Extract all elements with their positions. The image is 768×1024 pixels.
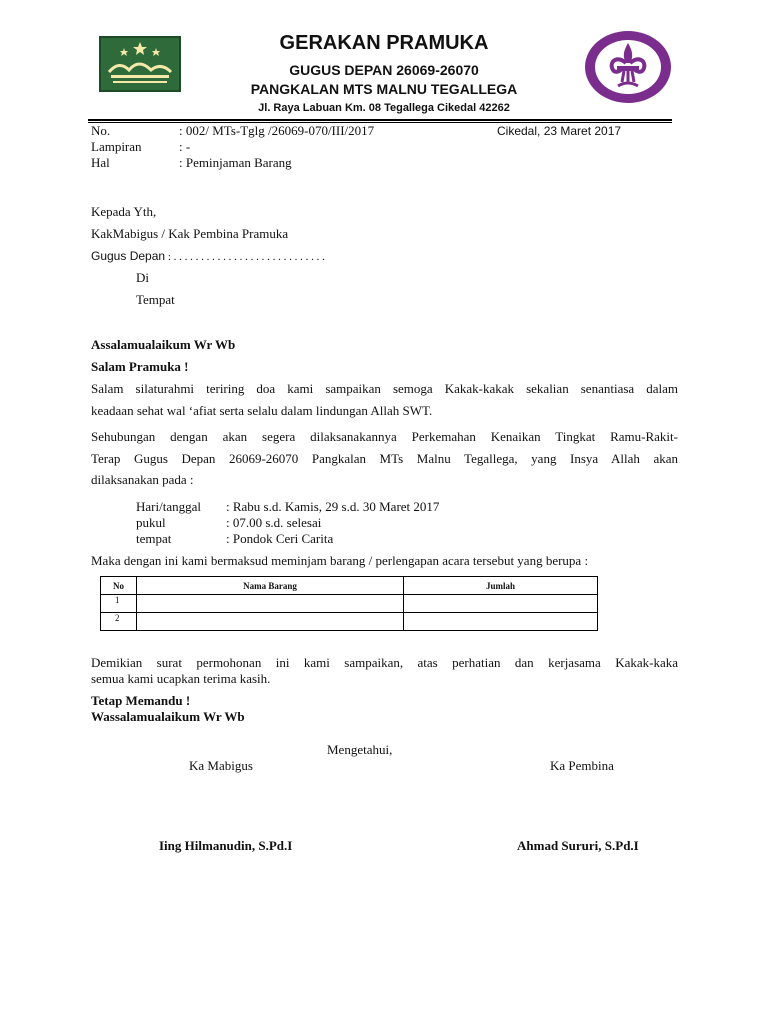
no-value: : 002/ MTs-Tglg /26069-070/III/2017 bbox=[179, 123, 375, 138]
para2-line2: Terap Gugus Depan 26069-26070 Pangkalan MTs Malnu Tegallega, yang Insya Allah akan bbox=[91, 451, 678, 466]
para3: Maka dengan ini kami bermaksud meminjam barang / perlengapan acara tersebut yang berupa : bbox=[91, 553, 589, 568]
left-signer-title: Ka Mabigus bbox=[189, 758, 253, 773]
recipient-line1: Kepada Yth, bbox=[91, 204, 157, 219]
table-row bbox=[101, 595, 598, 613]
place-date: Cikedal, 23 Maret 2017 bbox=[497, 124, 622, 138]
para4-line2: semua kami ucapkan terima kasih. bbox=[91, 671, 271, 686]
para1-line1: Salam silaturahmi teriring doa kami sampaikan semoga Kakak-kakak sekalian senantiasa dalam bbox=[91, 381, 678, 396]
lampiran-value: : - bbox=[179, 139, 191, 154]
para1-line2: keadaan sehat wal ‘afiat serta selalu dalam lindungan Allah SWT. bbox=[91, 403, 433, 418]
hal-value: : Peminjaman Barang bbox=[179, 155, 292, 170]
recipient-di: Di bbox=[136, 270, 149, 285]
table-row bbox=[101, 613, 598, 631]
para2-line1: Sehubungan dengan akan segera dilaksanakannya Perkemahan Kenaikan Tingkat Ramu-Rakit- bbox=[91, 429, 678, 444]
lampiran-label: Lampiran bbox=[91, 139, 142, 154]
items-table bbox=[100, 576, 598, 631]
gudep-label: Gugus Depan bbox=[91, 249, 166, 263]
right-signer-title: Ka Pembina bbox=[550, 758, 614, 773]
address: Jl. Raya Labuan Km. 08 Tegallega Cikedal 42262 bbox=[258, 102, 510, 114]
left-signer-name: Iing Hilmanudin, S.Pd.I bbox=[159, 838, 293, 853]
detail-hari-label: Hari/tanggal bbox=[136, 499, 201, 514]
row2-nama bbox=[137, 613, 404, 631]
detail-tempat-label: tempat bbox=[136, 531, 172, 546]
right-signer-name: Ahmad Sururi, S.Pd.I bbox=[517, 838, 639, 853]
row1-nama bbox=[137, 595, 404, 613]
row1-jumlah bbox=[404, 595, 598, 613]
gudep-dots: : . . . . . . . . . . . . . . . . . . . . . . . . . . . . bbox=[165, 251, 325, 263]
org-title: GERAKAN PRAMUKA bbox=[279, 32, 489, 54]
greeting-pramuka: Salam Pramuka ! bbox=[91, 359, 189, 374]
gudep-title: GUGUS DEPAN 26069-26070 bbox=[289, 62, 479, 78]
row2-jumlah bbox=[404, 613, 598, 631]
para2-line3: dilaksanakan pada : bbox=[91, 472, 194, 487]
recipient-line3 bbox=[91, 248, 325, 265]
table-header-row bbox=[101, 577, 598, 595]
recipient-line2: KakMabigus / Kak Pembina Pramuka bbox=[91, 226, 289, 241]
no-label: No. bbox=[91, 123, 111, 138]
closing-tetap-memandu: Tetap Memandu ! bbox=[91, 693, 191, 708]
detail-pukul-label: pukul bbox=[136, 515, 166, 530]
greeting-salam: Assalamualaikum Wr Wb bbox=[91, 337, 236, 352]
closing-wassalam: Wassalamualaikum Wr Wb bbox=[91, 709, 245, 724]
detail-tempat-value: : Pondok Ceri Carita bbox=[226, 531, 334, 546]
pangkalan-title: PANGKALAN MTS MALNU TEGALLEGA bbox=[250, 81, 518, 97]
recipient-tempat: Tempat bbox=[136, 292, 175, 307]
para4-line1: Demikian surat permohonan ini kami sampaikan, atas perhatian dan kerjasama Kakak-kaka bbox=[91, 655, 678, 670]
row2-no: 2 bbox=[101, 613, 137, 631]
mengetahui: Mengetahui, bbox=[327, 742, 393, 757]
detail-hari-value: : Rabu s.d. Kamis, 29 s.d. 30 Maret 2017 bbox=[226, 499, 440, 514]
col-no: No bbox=[101, 577, 137, 595]
row1-no: 1 bbox=[101, 595, 137, 613]
col-jumlah: Jumlah bbox=[404, 577, 598, 595]
hal-label: Hal bbox=[91, 155, 110, 170]
col-nama-barang: Nama Barang bbox=[137, 577, 404, 595]
detail-pukul-value: : 07.00 s.d. selesai bbox=[226, 515, 322, 530]
